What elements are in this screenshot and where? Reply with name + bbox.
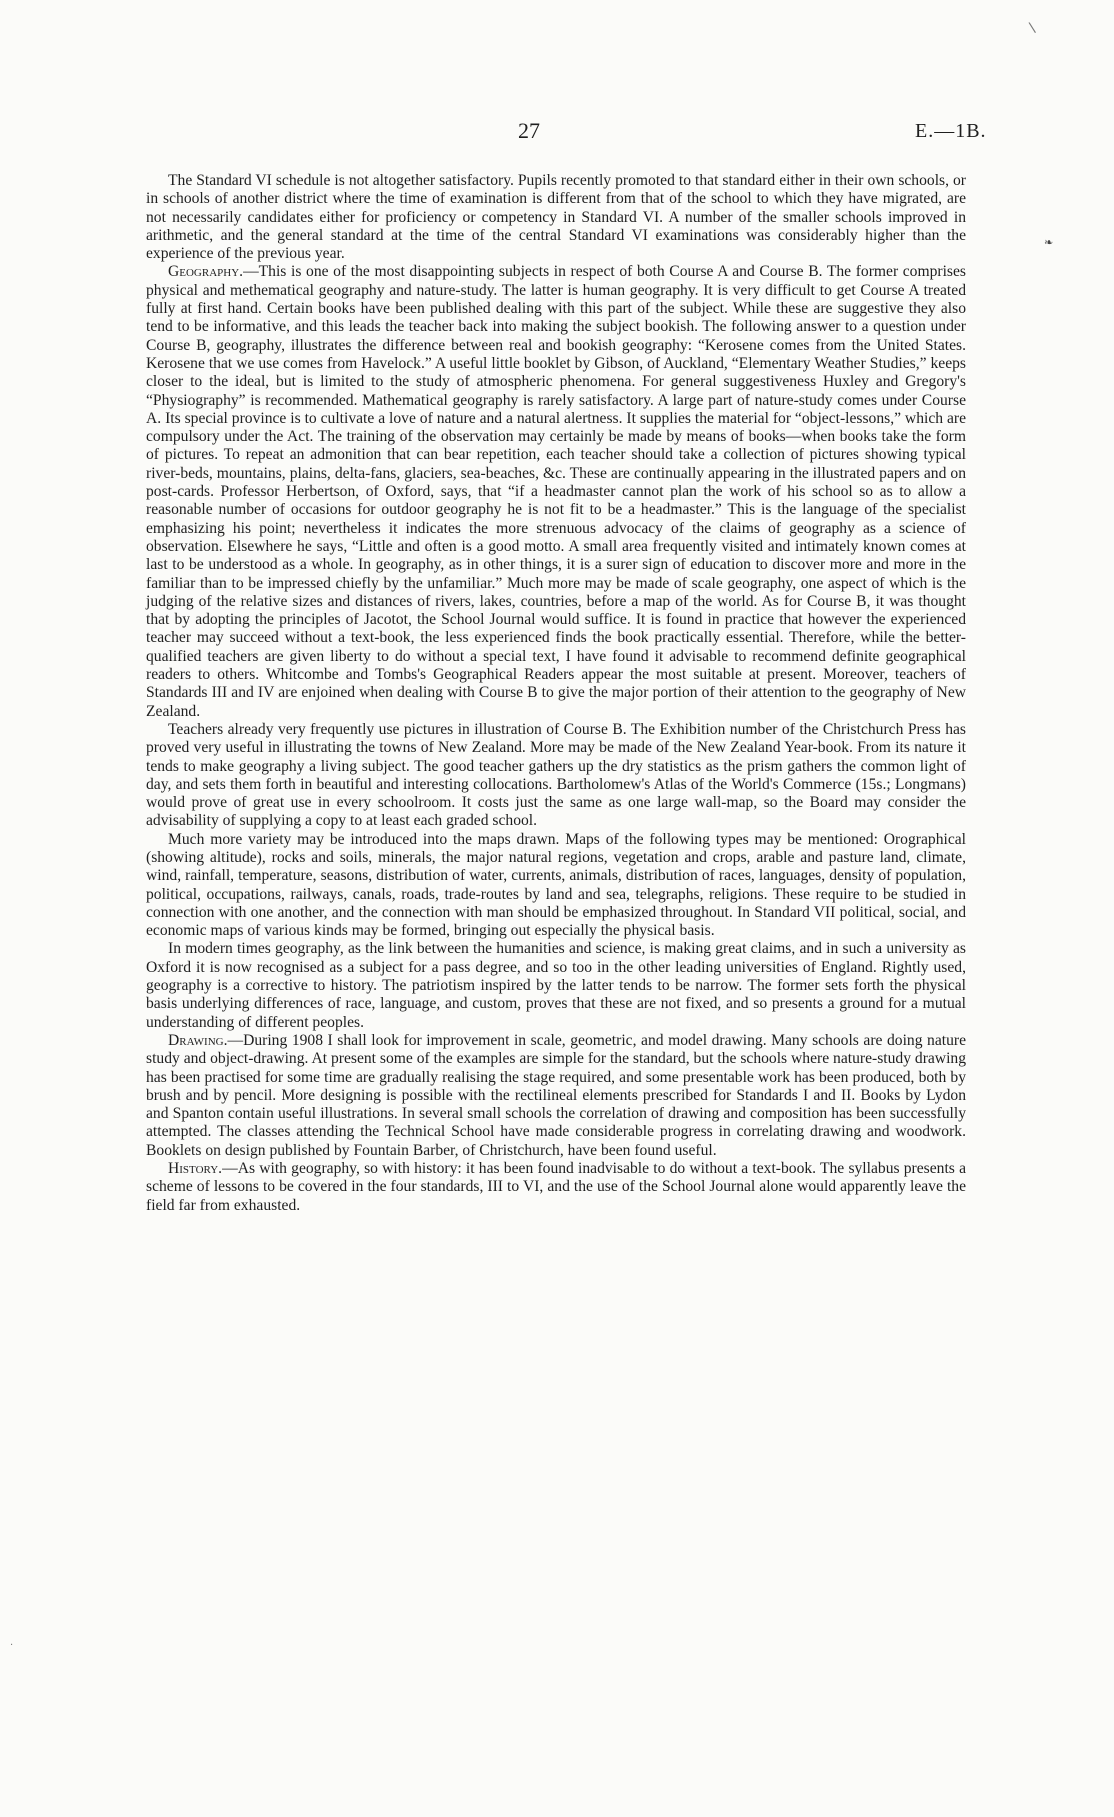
scan-mark-top: \ bbox=[1028, 19, 1037, 37]
paragraph-modern-geography bbox=[146, 940, 966, 1031]
paragraph-maps bbox=[146, 831, 966, 941]
paragraph-text: The Standard VI schedule is not altogether satisfactory. Pupils recently promoted to that standard either in their own schools, or in schools of another district where the time of examination is different from that of the school to which they have migrated, are not necessarily candidates either for proficiency or competency in Standard VI. A number of the smaller schools improved in arithmetic, and the general standard at the time of the central Standard VI examinations was considerably higher than the experience of the previous year. bbox=[146, 172, 966, 263]
paragraph-heading: History. bbox=[168, 1160, 223, 1178]
scan-mark-left: · bbox=[10, 1640, 14, 1651]
paragraph-standard-vi bbox=[146, 172, 966, 263]
paragraph-text: —This is one of the most disappointing subjects in respect of both Course A and Course B. The former comprises physical and methematical geography and nature-study. The latter is human geography. It is very difficult to get Course A treated fully at first hand. Certain books have been published dealing with this part of the subject. While these are suggestive they also tend to be informative, and this leads the teacher back into making the subject bookish. The following answer to a question under Course B, geography, illustrates the difference between real and bookish geography: “Kerosene comes from the United States. Kerosene that we use comes from Havelock.” A useful little booklet by Gibson, of Auckland, “Elementary Weather Studies,” keeps closer to the ideal, but is limited to the study of atmospheric phenomena. For general suggestiveness Huxley and Gregory's “Physiography” is recommended. Mathematical geography is rarely satisfactory. A large part of nature-study comes under Course A. Its special province is to cultivate a love of nature and a natural alertness. It supplies the material for “object-lessons,” which are compulsory under the Act. The training of the observation may certainly be made by means of books—when books take the form of pictures. To repeat an admonition that can bear repetition, each teacher should take a collection of pictures showing typical river-beds, mountains, plains, delta-fans, glaciers, sea-beaches, &c. These are continually appearing in the illustrated papers and on post-cards. Professor Herbertson, of Oxford, says, that “if a headmaster cannot plan the work of his school so as to allow a reasonable number of occasions for outdoor geography he is not fit to be a headmaster.” This is the language of the specialist emphasizing his point; nevertheless it indicates the more strenuous advocacy of the claims of geography as a science of observation. Elsewhere he says, “Little and often is a good motto. A small area frequently visited and intimately known comes at last to be understood as a whole. In geography, as in other things, it is a surer sign of education to discover more and more in the familiar than to be impressed chiefly by the unfamiliar.” Much more may be made of scale geography, one aspect of which is the judging of the relative sizes and distances of rivers, lakes, countries, before a map of the world. As for Course B, it was thought that by adopting the principles of Jacotot, the School Journal would suffice. It is found in practice that however the experienced teacher may succeed without a text-book, the less experienced finds the book practically essential. Therefore, while the better-qualified teachers are given liberty to do without a special text, I have found it advisable to recommend definite geographical readers to others. Whitcombe and Tombs's Geographical Readers appear the most suitable at present. Moreover, teachers of Standards III and IV are enjoined when dealing with Course B to give the major portion of their attention to the geography of New Zealand. bbox=[146, 263, 966, 720]
document-reference: E.—1B. bbox=[915, 120, 987, 142]
paragraph-drawing bbox=[146, 1032, 966, 1160]
paragraph-text: Teachers already very frequently use pictures in illustration of Course B. The Exhibition number of the Christchurch Press has proved very useful in illustrating the towns of New Zealand. More may be made of the New Zealand Year-book. From its nature it tends to make geography a living subject. The good teacher gathers up the dry statistics as the prism gathers the common light of day, and sets them forth in beautiful and interesting collocations. Bartholomew's Atlas of the World's Commerce (15s.; Longmans) would prove of great use in every schoolroom. It costs just the same as one large wall-map, so the Board may consider the advisability of supplying a copy to at least each graded school. bbox=[146, 720, 966, 830]
body-text bbox=[146, 172, 966, 1215]
page-number: 27 bbox=[518, 118, 540, 143]
page-header bbox=[0, 118, 1114, 148]
paragraph-pictures bbox=[146, 721, 966, 831]
paragraph-heading: Geography. bbox=[168, 263, 244, 281]
paragraph-text: In modern times geography, as the link between the humanities and science, is making great claims, and in such a university as Oxford it is now recognised as a subject for a pass degree, and so too in the other leading universities of England. Rightly used, geography is a corrective to history. The patriotism inspired by the latter tends to be narrow. The former sets forth the physical basis underlying differences of race, language, and custom, proves that these are not fixed, and so presents a ground for a mutual understanding of different peoples. bbox=[146, 940, 966, 1031]
paragraph-geography bbox=[146, 263, 966, 720]
scan-mark-right: ❧ bbox=[1044, 236, 1054, 249]
paragraph-text: —During 1908 I shall look for improvement in scale, geometric, and model drawing. Many schools are doing nature study and object-drawing. At present some of the examples are simple for the standard, but the schools where nature-study drawing has been practised for some time are gradually realising the stage required, and some presentable work has been produced, both by brush and by pencil. More designing is possible with the rectilineal elements prescribed for Standards I and II. Books by Lydon and Spanton contain useful illustrations. In several small schools the correlation of drawing and composition has been successfully attempted. The classes attending the Technical School have made considerable progress in correlating drawing and woodwork. Booklets on design published by Fountain Barber, of Christchurch, have been found useful. bbox=[146, 1031, 966, 1159]
paragraph-heading: Drawing. bbox=[168, 1031, 228, 1049]
paragraph-text: —As with geography, so with history: it has been found inadvisable to do without a text-book. The syllabus presents a scheme of lessons to be covered in the four standards, III to VI, and the use of the School Journal alone would apparently leave the field far from exhausted. bbox=[146, 1160, 966, 1214]
paragraph-history bbox=[146, 1160, 966, 1215]
paragraph-text: Much more variety may be introduced into the maps drawn. Maps of the following types may be mentioned: Orographical (showing altitude), rocks and soils, minerals, the major natural regions, vegetation and crops, arable and pasture land, climate, wind, rainfall, temperature, seasons, distribution of water, currents, animals, distribution of races, languages, density of population, political, occupations, railways, canals, roads, trade-routes by land and sea, telegraphs, religions. These require to be studied in connection with one another, and the connection with man should be emphasized throughout. In Standard VII political, social, and economic maps of various kinds may be formed, bringing out especially the physical basis. bbox=[146, 830, 966, 940]
